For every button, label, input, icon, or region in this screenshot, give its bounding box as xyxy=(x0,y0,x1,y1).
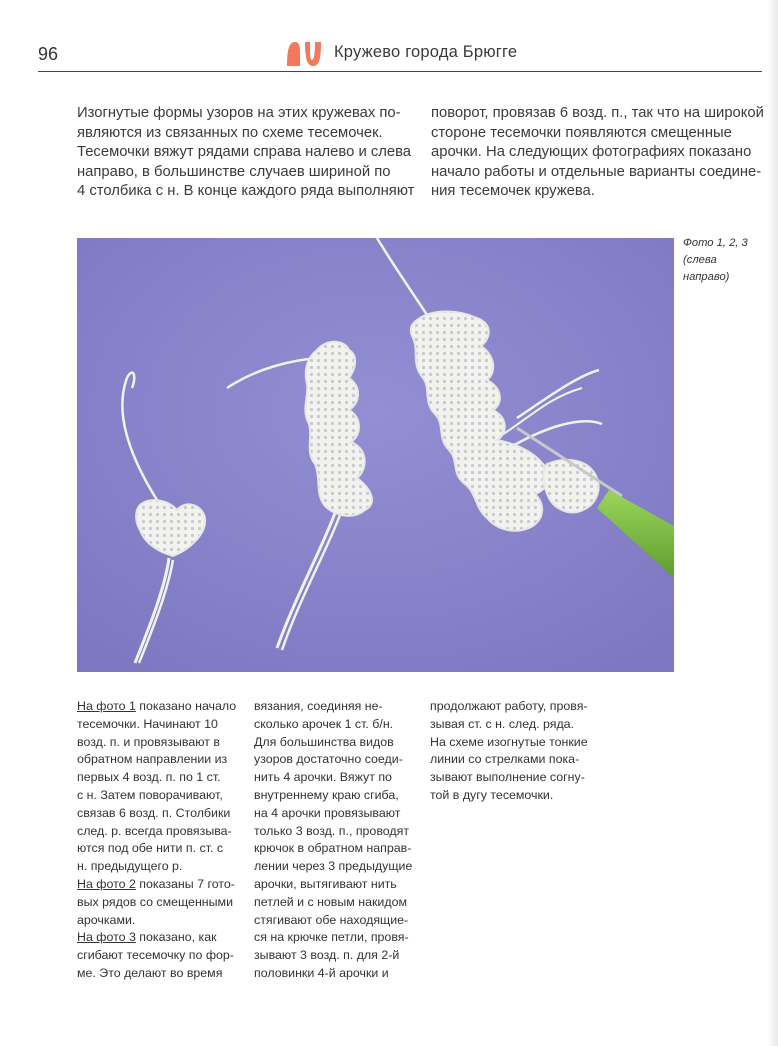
text-line: ся на крючке петли, провя- xyxy=(254,930,409,945)
lace-photo-illustration xyxy=(77,238,674,672)
text-fragment: показаны 7 гото- xyxy=(135,876,235,891)
text-line: на 4 арочки провязывают xyxy=(254,805,401,820)
text-fragment: показано начало xyxy=(135,699,237,713)
text-line: связав 6 возд. п. Столбики xyxy=(77,805,231,820)
text-line: внутреннему краю сгиба, xyxy=(254,787,399,802)
text-fragment: показано, как xyxy=(135,930,217,945)
caption-line: (слева xyxy=(683,254,717,266)
text-line: узоров достаточно соеди- xyxy=(254,752,403,767)
lace-photo xyxy=(77,238,674,672)
text-line: с н. Затем поворачивают, xyxy=(77,787,223,802)
page-number: 96 xyxy=(38,44,59,64)
text-line: 4 столбика с н. В конце каждого ряда выполняют xyxy=(77,183,415,200)
text-line: арочки. На следующих фотографиях показано xyxy=(431,144,752,161)
text-line: сгибают тесемочку по фор- xyxy=(77,948,234,963)
body-column-2 xyxy=(254,698,412,983)
text-line: той в дугу тесемочки. xyxy=(430,787,554,802)
text-line: зывают 3 возд. п. для 2-й xyxy=(254,948,400,963)
text-line: след. р. всегда провязыва- xyxy=(77,823,232,838)
text-line: являются из связанных по схеме тесемочек. xyxy=(77,124,383,141)
text-line: стороне тесемочки появляются смещенные xyxy=(431,124,732,141)
text-line: половинки 4-й арочки и xyxy=(254,965,389,980)
intro-right-column xyxy=(431,104,771,202)
caption-line: направо) xyxy=(683,271,730,283)
intro-left-column xyxy=(77,104,417,202)
text-line: нить 4 арочки. Вяжут по xyxy=(254,770,392,785)
text-line: арочки, вытягивают нить xyxy=(254,876,397,891)
text-line: поворот, провязав 6 возд. п., так что на широкой xyxy=(431,105,764,121)
caption-line: Фото 1, 2, 3 xyxy=(683,237,748,249)
text-line: начало работы и отдельные варианты соедине- xyxy=(431,163,762,180)
text-line: Для большинства видов xyxy=(254,734,394,749)
photo-caption xyxy=(683,235,748,286)
text-line: арочками. xyxy=(77,912,136,927)
text-line: н. предыдущего р. xyxy=(77,859,183,874)
photo-reference: На фото 1 xyxy=(77,699,136,713)
text-line: ния тесемочек кружева. xyxy=(431,183,595,200)
text-line: ме. Это делают во время xyxy=(77,965,223,980)
body-column-3 xyxy=(430,698,588,805)
text-line: продолжают работу, провя- xyxy=(430,699,588,713)
photo-reference: На фото 2 xyxy=(77,876,136,891)
text-line: вых рядов со смещенными xyxy=(77,894,233,909)
text-line: линии со стрелками пока- xyxy=(430,752,580,767)
text-line xyxy=(77,698,236,716)
text-line: зывают выполнение согну- xyxy=(430,770,585,785)
text-line: лении через 3 предыдущие xyxy=(254,859,413,874)
text-line: стягивают обе находящие- xyxy=(254,912,409,927)
text-line: ются под обе нити п. ст. с xyxy=(77,841,224,856)
body-column-1 xyxy=(77,698,236,983)
text-line xyxy=(77,929,236,947)
text-line: Тесемочки вяжут рядами справа налево и слева xyxy=(77,144,412,161)
text-line: крючок в обратном направ- xyxy=(254,841,412,856)
book-logo-icon xyxy=(283,38,327,70)
photo-reference: На фото 3 xyxy=(77,930,136,945)
text-line: только 3 возд. п., проводят xyxy=(254,823,409,838)
text-line: петлей и с новым накидом xyxy=(254,894,407,909)
text-line: Изогнутые формы узоров на этих кружевах по- xyxy=(77,105,401,121)
text-line: зывая ст. с н. след. ряда. xyxy=(430,716,575,731)
text-line: обратном направлении из xyxy=(77,752,228,767)
text-line: сколько арочек 1 ст. б/н. xyxy=(254,716,394,731)
text-line: первых 4 возд. п. по 1 ст. xyxy=(77,770,221,785)
text-line: На схеме изогнутые тонкие xyxy=(430,734,588,749)
header-divider xyxy=(38,71,762,72)
text-line: вязания, соединяя не- xyxy=(254,699,383,713)
chapter-title: Кружево города Брюгге xyxy=(334,43,518,61)
text-line xyxy=(77,876,236,894)
text-line: тесемочки. Начинают 10 xyxy=(77,716,218,731)
text-line: возд. п. и провязывают в xyxy=(77,734,220,749)
text-line: направо, в большинстве случаев шириной по xyxy=(77,163,391,180)
